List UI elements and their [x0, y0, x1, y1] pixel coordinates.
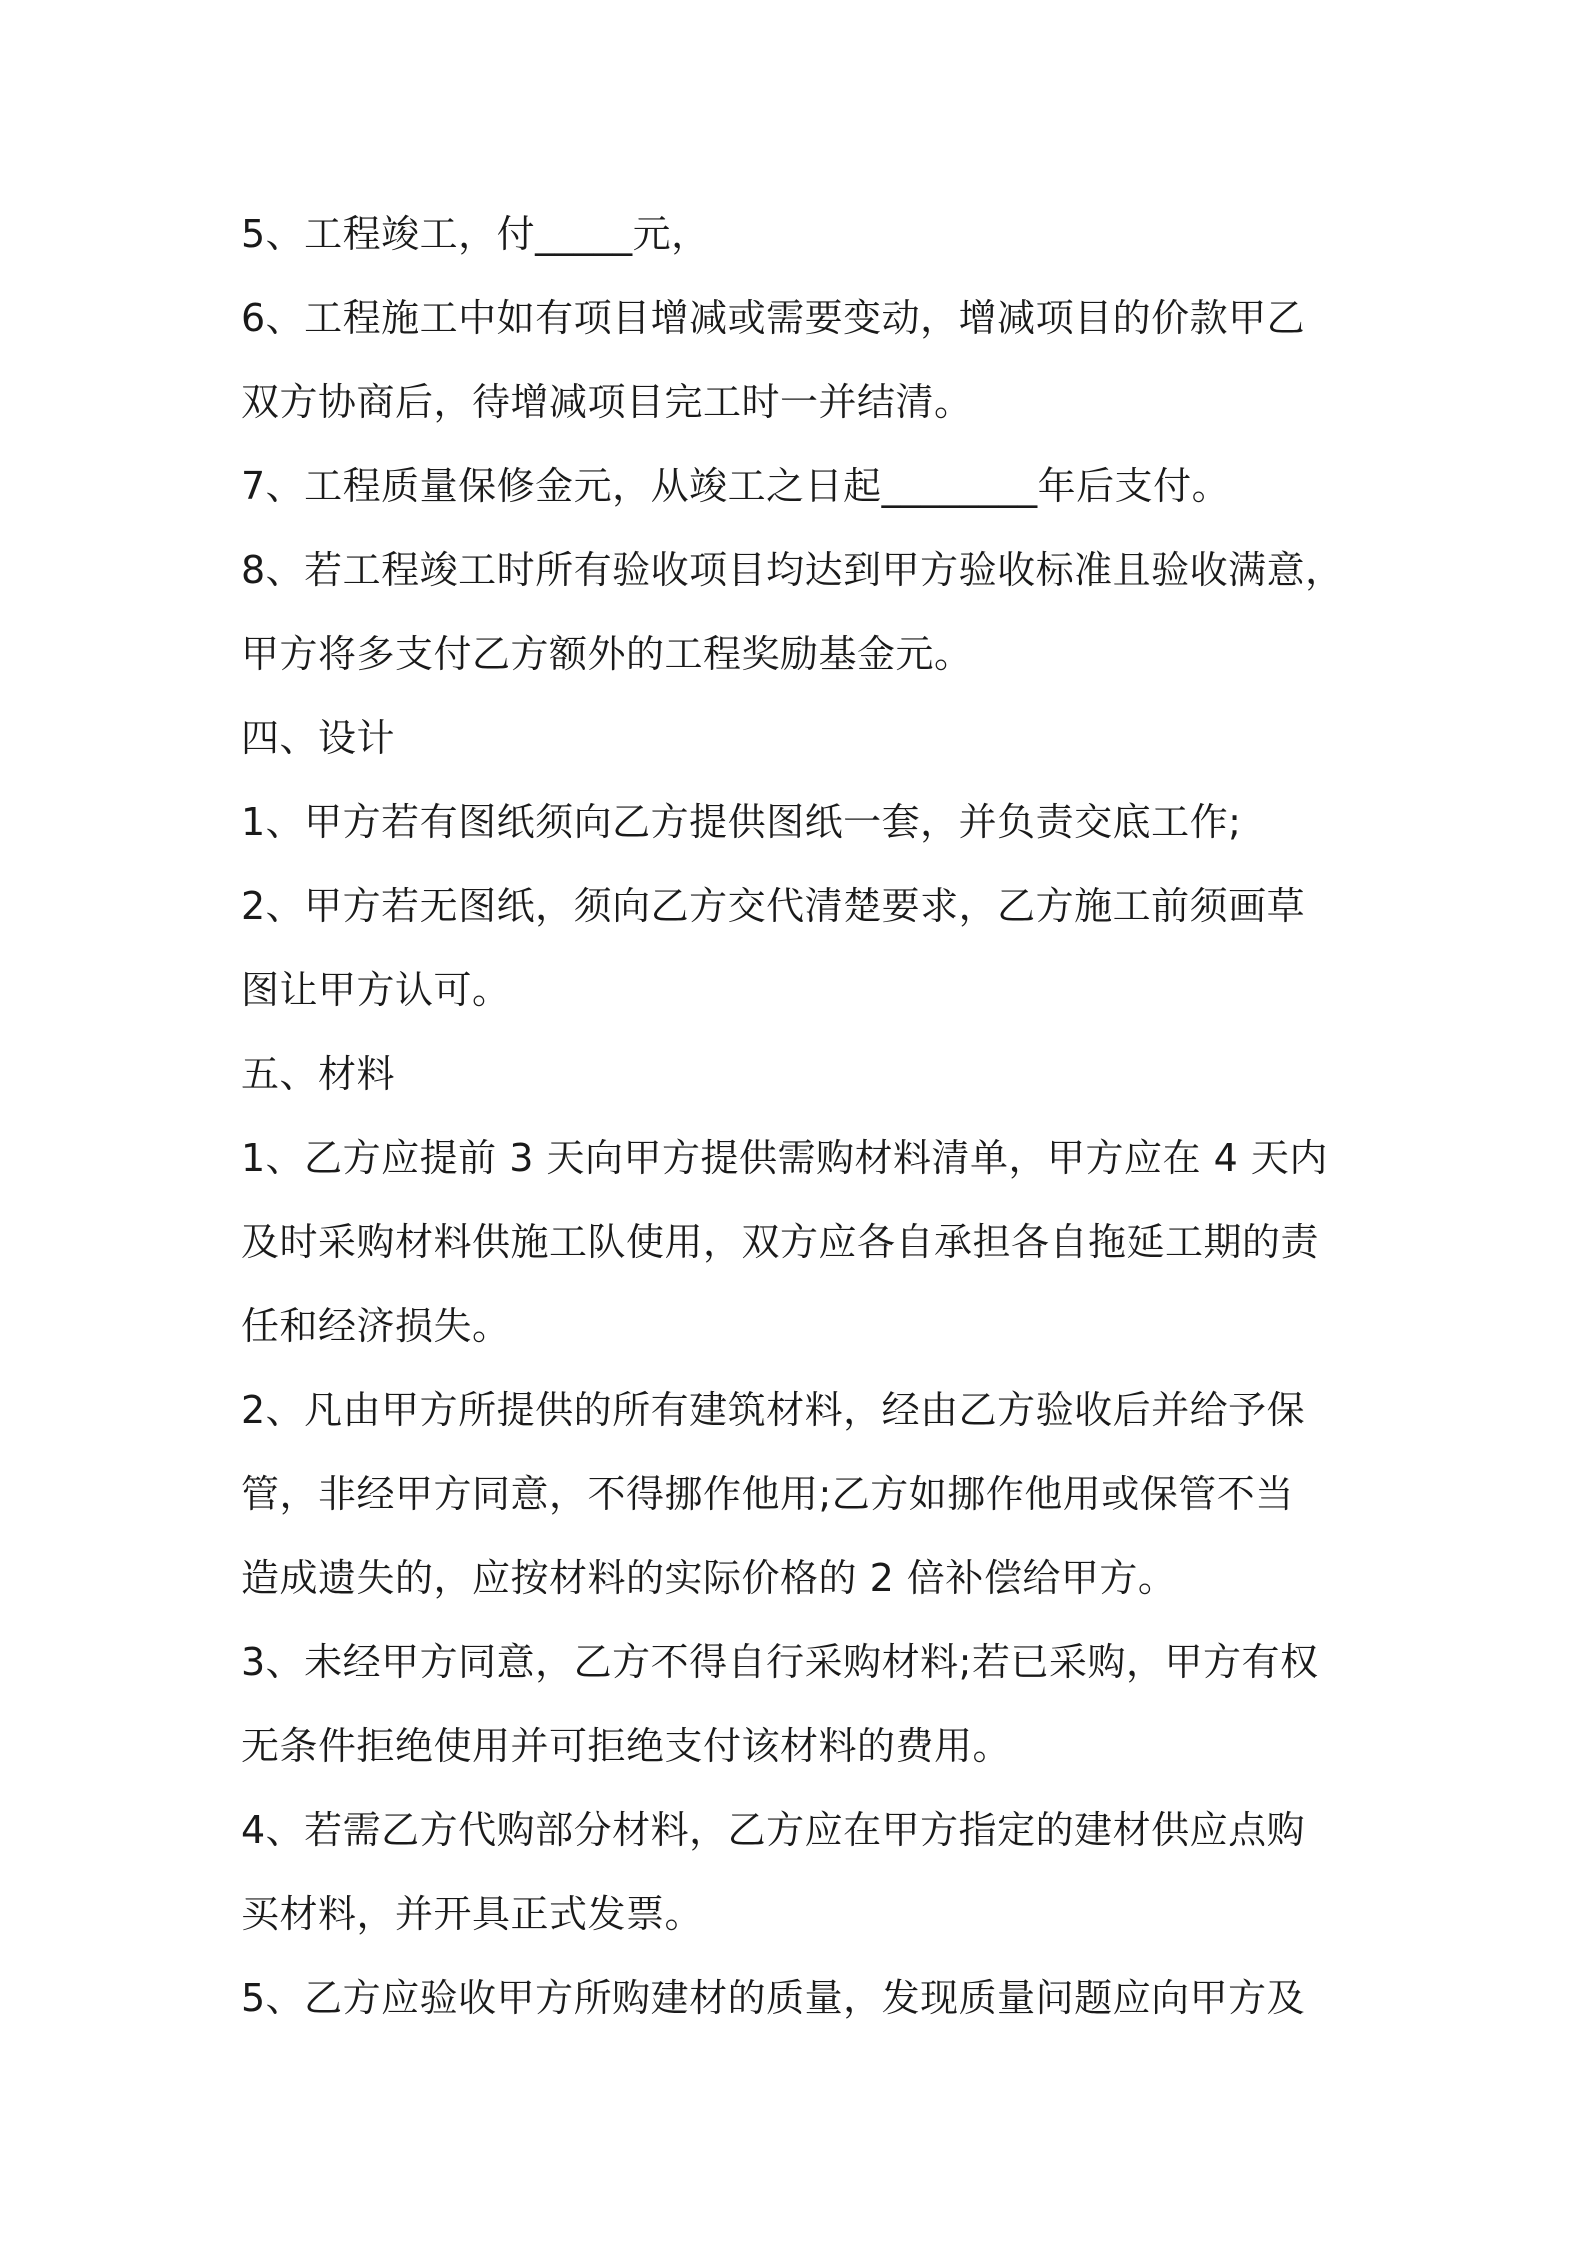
- section-heading-design: 四、设计: [241, 716, 396, 760]
- materials-clause-2-line-3: 造成遗失的，应按材料的实际价格的 2 倍补偿给甲方。: [241, 1556, 1177, 1600]
- section-heading-materials: 五、材料: [241, 1052, 396, 1096]
- design-clause-2-line-1: 2、甲方若无图纸，须向乙方交代清楚要求，乙方施工前须画草: [241, 884, 1306, 928]
- materials-clause-2-line-1: 2、凡由甲方所提供的所有建筑材料，经由乙方验收后并给予保: [241, 1388, 1306, 1432]
- materials-clause-4-line-2: 买材料，并开具正式发票。: [241, 1892, 704, 1936]
- design-clause-2-line-2: 图让甲方认可。: [241, 968, 511, 1012]
- clause-5-line-1: 5、工程竣工，付_____元，: [241, 212, 710, 256]
- materials-clause-2-line-2: 管，非经甲方同意，不得挪作他用;乙方如挪作他用或保管不当: [241, 1472, 1294, 1516]
- clause-7-line-1: 7、工程质量保修金元，从竣工之日起________年后支付。: [241, 464, 1231, 508]
- materials-clause-3-line-2: 无条件拒绝使用并可拒绝支付该材料的费用。: [241, 1724, 1012, 1768]
- materials-clause-3-line-1: 3、未经甲方同意，乙方不得自行采购材料;若已采购，甲方有权: [241, 1640, 1319, 1684]
- design-clause-1-line-1: 1、甲方若有图纸须向乙方提供图纸一套，并负责交底工作;: [241, 800, 1242, 844]
- materials-clause-1-line-1: 1、乙方应提前 3 天向甲方提供需购材料清单，甲方应在 4 天内: [241, 1136, 1328, 1180]
- materials-clause-1-line-3: 任和经济损失。: [241, 1304, 511, 1348]
- clause-6-line-2: 双方协商后，待增减项目完工时一并结清。: [241, 380, 973, 424]
- materials-clause-4-line-1: 4、若需乙方代购部分材料，乙方应在甲方指定的建材供应点购: [241, 1808, 1306, 1852]
- clause-6-line-1: 6、工程施工中如有项目增减或需要变动，增减项目的价款甲乙: [241, 296, 1306, 340]
- clause-8-line-1: 8、若工程竣工时所有验收项目均达到甲方验收标准且验收满意，: [241, 548, 1344, 592]
- clause-8-line-2: 甲方将多支付乙方额外的工程奖励基金元。: [241, 632, 973, 676]
- document-body: [241, 192, 1361, 2040]
- materials-clause-1-line-2: 及时采购材料供施工队使用，双方应各自承担各自拖延工期的责: [241, 1220, 1320, 1264]
- materials-clause-5-line-1: 5、乙方应验收甲方所购建材的质量，发现质量问题应向甲方及: [241, 1976, 1306, 2020]
